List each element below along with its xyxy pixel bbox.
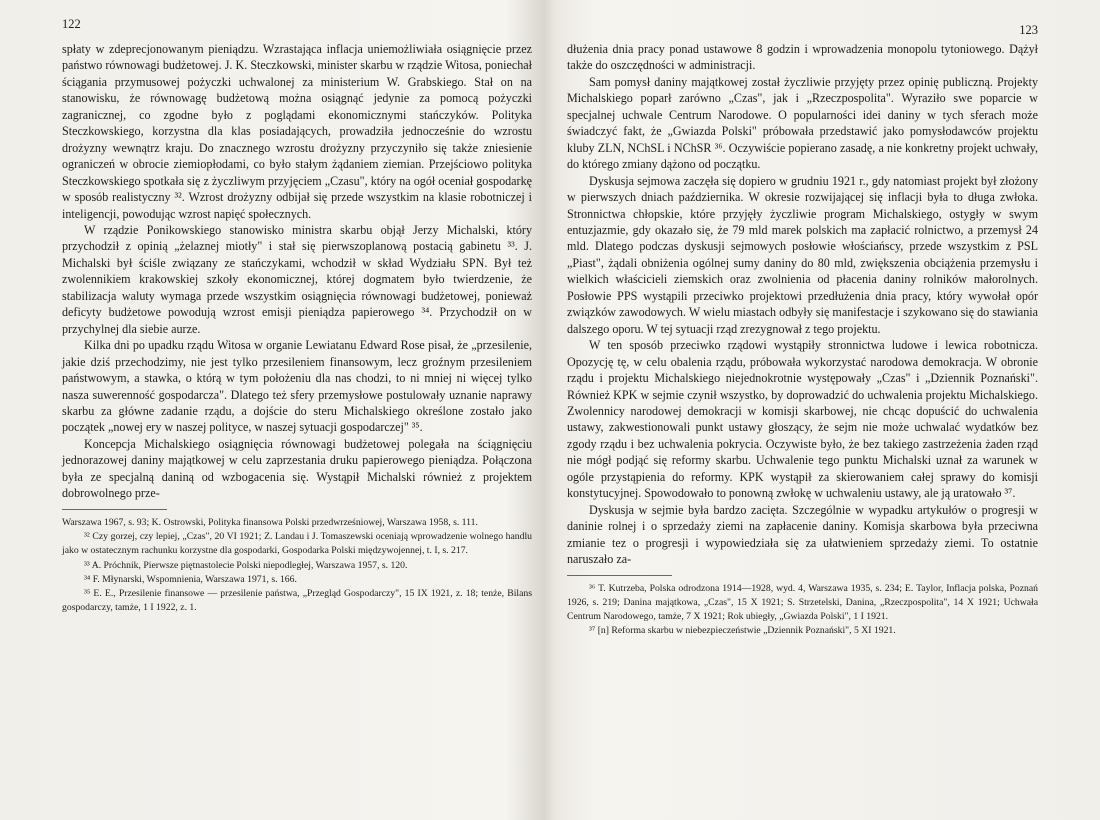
paragraph: spłaty w zdeprecjonowanym pieniądzu. Wzrastająca inflacja uniemożliwiała osiągnięcie przez państwo równowagi budżetowej. J. K. Steczkowski, minister skarbu w rządzie Witosa, poniechał ściągania przymusowej pożyczki uchwalonej za ministerium W. Grabskiego. Stał on na stanowisku, że równowagę budżetową można osiągnąć jedynie za pomocą pożyczki zagranicznej, co zgodne było z poglądami ekonomicznymi stańczyków. Polityka Steczkowskiego, korzystna dla klas posiadających, prowadziła jednocześnie do wzrostu drożyzny wewnątrz kraju. Do znacznego wzrostu drożyzny przyczyniło się także zniesienie ograniczeń w obrocie ziemiopłodami, co było stałym żądaniem ziemian. Przejściowo polityka Steczkowskiego spotkała się z życzliwym przyjęciem „Czasu", który na ogół oceniał gospodarkę w sposób realistyczny ³². Wzrost drożyzny odbijał się przede wszystkim na klasie robotniczej i inteligencji, powodując wzrost napięć społecznych. [62, 42, 532, 221]
paragraph: Dyskusja sejmowa zaczęła się dopiero w grudniu 1921 r., gdy natomiast projekt był złożony w pierwszych dniach października. W okresie rozwijającej się inflacji była to długa zwłoka. Stronnictwa chłopskie, które przyjęły życzliwie program Michalskiego, ostygły w swym entuzjazmie, gdy okazało się, że 79 mld marek polskich ma zapłacić rolnictwo, a przemysł 24 mld. Dlatego podczas dyskusji sejmowych posłowie włościańscy, przede wszystkim z PSL „Piast", żądali obniżenia ogólnej sumy daniny do 80 mld, zwiększenia obciążenia przemysłu i wielkich właścicieli ziemskich oraz zwolnienia od płacenia daniny rolników małorolnych. Posłowie PPS wystąpili przeciwko projektowi przedłużenia dnia pracy, który wywołał opór związków zawodowych. W wielu miastach odbyły się manifestacje i szykowano się do stawiania dalszego oporu. W tej sytuacji rząd zrezygnował z tego projektu. [567, 173, 1038, 336]
footnote: ³⁶ T. Kutrzeba, Polska odrodzona 1914—1928, wyd. 4, Warszawa 1935, s. 234; E. Taylor, Inflacja polska, Poznań 1926, s. 219; Danina majątkowa, „Czas", 15 X 1921; S. Strzetelski, Danina, „Rzeczpospolita", 14 X 1921; Uchwała Centrum Narodowego, tamże, 7 X 1921; Rok ubiegły, „Gwiazda Polski", 1 I 1921. [567, 582, 1038, 623]
paragraph: dłużenia dnia pracy ponad ustawowe 8 godzin i wprowadzenia monopolu tytoniowego. Dążył także do oszczędności w administracji. [567, 42, 1038, 73]
footnote: ³² Czy gorzej, czy lepiej, „Czas", 20 VI 1921; Z. Landau i J. Tomaszewski oceniają wprowadzenie wolnego handlu jako w ostatecznym rachunku korzystne dla gospodarki, Gospodarka Polski międzywojennej, t. I, s. 217. [62, 530, 532, 557]
page-body [567, 41, 1038, 568]
footnote: ³⁴ F. Młynarski, Wspomnienia, Warszawa 1971, s. 166. [84, 573, 297, 585]
paragraph: Sam pomysł daniny majątkowej został życzliwie przyjęty przez opinię publiczną. Projekty Michalskiego poparł zarówno „Czas", jak i „Rzeczpospolita". Wyraziło swe poparcie w specjalnej uchwale Centrum Narodowe. O popularności idei daniny w tych sferach może świadczyć fakt, że „Gwiazda Polski" próbowała przedstawić jako pomysłodawców projektu kluby ZLN, NChSL i NChSR ³⁶. Oczywiście popierano zasadę, a nie konkretny projekt uchwały, do którego zmiany dążono od początku. [567, 74, 1038, 172]
page-number: 122 [62, 17, 81, 31]
footnote: ³³ A. Próchnik, Pierwsze piętnastolecie Polski niepodległej, Warszawa 1957, s. 120. [84, 559, 408, 571]
footnotes [567, 582, 1038, 639]
paragraph: W rządzie Ponikowskiego stanowisko ministra skarbu objął Jerzy Michalski, który przychodził z opinią „żelaznej miotły" i stał się pierwszoplanową postacią gabinetu ³³. J. Michalski był ściśle związany ze stańczykami, wchodził w skład Wydziału SPN. Był też zwolennikiem krakowskiej szkoły ekonomicznej, której dogmatem było twierdzenie, że stabilizacja waluty wymaga przede wszystkim osiągnięcia równowagi budżetowej, ponieważ deficyty budżetowe powodują wzrost emisji pieniądza papierowego ³⁴. Przychodził on w przychylnej dla siebie aurze. [62, 222, 532, 336]
paragraph: W ten sposób przeciwko rządowi wystąpiły stronnictwa ludowe i lewica robotnicza. Opozycję tę, w celu obalenia rządu, próbowała wykorzystać narodowa demokracja. W obronie rządu i projektu Michalskiego niejednokrotnie występowały „Czas" i „Dziennik Poznański". Również KPK w sejmie czynił wszystko, by doprowadzić do uchwalenia projektu Michalskiego. Zwolennicy narodowej demokracji w komisji skarbowej, nie chcąc dopuścić do uchwalenia ustawy, zakwestionowali punkt ustawy głoszący, że sejm nie może uchwalać wydatków bez zgody rządu i bez uchwalenia pokrycia. Oczywiste było, że bez takiego zastrzeżenia żaden rząd nie mógł podjąć się reformy skarbu. Uchwalenie tego punktu Michalski uznał za warunek w ogóle przystąpienia do reformy. KPK wystąpił za skierowaniem całej sprawy do komisji konstytucyjnej. Spowodowało to ponowną zwłokę w uchwaleniu ustawy, ale ją uratowało ³⁷. [567, 338, 1038, 501]
footnote: ³⁷ [n] Reforma skarbu w niebezpieczeństwie „Dziennik Poznański", 5 XI 1921. [589, 625, 896, 637]
paragraph: Koncepcja Michalskiego osiągnięcia równowagi budżetowej polegała na ściągnięciu jednorazowej daniny majątkowej w celu zaprzestania druku papierowego pieniądza. Połączona była ze specjalną daniną od wzbogacenia się. Wystąpił Michalski również z projektem dobrowolnego prze- [62, 436, 532, 501]
footnote-divider [62, 509, 167, 510]
footnotes [62, 516, 532, 616]
paragraph: Dyskusja w sejmie była bardzo zacięta. Szczególnie w wypadku artykułów o progresji w daninie rolnej i o sprzedaży ziemi na zapłacenie daniny. Komisja skarbowa była przeciwna zmianie tez o progresji i wypowiedziała się za ułatwieniem sprzedaży ziemi. To ostatnie naruszało za- [567, 502, 1038, 567]
footnote-divider [567, 575, 672, 576]
page-number: 123 [1019, 23, 1038, 37]
page-body [62, 41, 532, 502]
paragraph: Kilka dni po upadku rządu Witosa w organie Lewiatanu Edward Rose pisał, że „przesilenie, jakie dziś przechodzimy, nie jest tylko przesileniem finansowym, lecz groźnym przesileniem państwowym, a stawka, o którą w tym położeniu dla nas chodzi, to ni mniej ni więcej tylko nasza suwerenność gospodarcza". Dlatego też sfery przemysłowe postulowały uznanie naprawy skarbu za główne zadanie rządu, a dojście do steru Michalskiego określone zostało jako początek „nowej ery w naszej polityce, w naszej sytuacji gospodarczej" ³⁵. [62, 338, 532, 435]
footnote: ³⁵ E. E., Przesilenie finansowe — przesilenie państwa, „Przegląd Gospodarczy", 15 IX 1921, z. 18; tenże, Bilans gospodarczy, tamże, 1 I 1922, z. 1. [62, 588, 532, 614]
right-page [552, 0, 1100, 820]
footnote: Warszawa 1967, s. 93; K. Ostrowski, Polityka finansowa Polski przedwrześniowej, Warszawa 1958, s. 111. [62, 516, 478, 528]
left-page [0, 0, 548, 820]
